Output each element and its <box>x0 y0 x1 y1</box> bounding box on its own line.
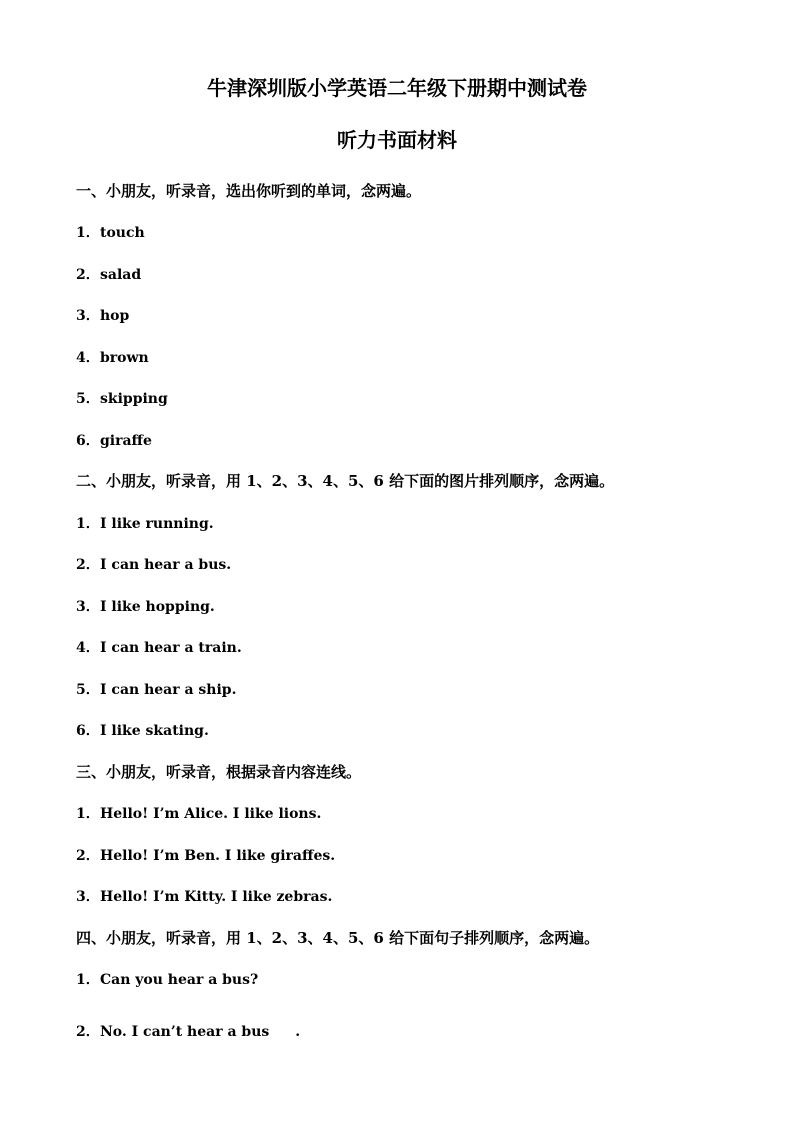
item-number: 3． <box>76 308 100 324</box>
section-4-heading: 四、小朋友，听录音，用 1、2、3、4、5、6 给下面句子排列顺序，念两遍。 <box>76 929 600 947</box>
list-item <box>76 266 141 284</box>
item-text: I can hear a bus. <box>100 557 232 573</box>
item-text: Can you hear a bus? <box>100 972 259 988</box>
item-number: 1． <box>76 806 100 822</box>
list-item <box>76 515 214 533</box>
list-item <box>76 224 145 242</box>
list-item <box>76 1023 300 1041</box>
item-text: touch <box>100 225 145 241</box>
item-number: 2． <box>76 1024 100 1040</box>
item-number: 1． <box>76 225 100 241</box>
item-number: 2． <box>76 848 100 864</box>
item-text: Hello! I’m Alice. I like lions. <box>100 806 322 822</box>
list-item <box>76 556 231 574</box>
section-3-heading: 三、小朋友，听录音，根据录音内容连线。 <box>76 763 362 781</box>
item-number: 3． <box>76 889 100 905</box>
section-2-heading: 二、小朋友，听录音，用 1、2、3、4、5、6 给下面的图片排列顺序，念两遍。 <box>76 472 615 490</box>
item-text: Hello! I’m Ben. I like giraffes. <box>100 848 336 864</box>
list-item <box>76 805 321 823</box>
list-item <box>76 722 209 740</box>
item-number: 5． <box>76 682 100 698</box>
list-item <box>76 307 129 325</box>
item-text: skipping <box>100 391 168 407</box>
list-item <box>76 639 242 657</box>
list-item <box>76 390 168 408</box>
item-text: I like skating. <box>100 723 209 739</box>
item-text: I can hear a ship. <box>100 682 237 698</box>
item-number: 4． <box>76 350 100 366</box>
page-title: 牛津深圳版小学英语二年级下册期中测试卷 <box>207 76 587 100</box>
item-text: No. I can’t hear a bus <box>100 1024 270 1040</box>
item-number: 4． <box>76 640 100 656</box>
item-number: 3． <box>76 599 100 615</box>
item-number: 5． <box>76 391 100 407</box>
item-text: I can hear a train. <box>100 640 242 656</box>
list-item <box>76 598 215 616</box>
list-item <box>76 888 332 906</box>
item-number: 2． <box>76 267 100 283</box>
list-item <box>76 847 335 865</box>
item-number: 1． <box>76 516 100 532</box>
page-subtitle: 听力书面材料 <box>337 128 457 152</box>
item-text: brown <box>100 350 149 366</box>
item-number: 2． <box>76 557 100 573</box>
item-number: 6． <box>76 433 100 449</box>
item-text: I like running. <box>100 516 214 532</box>
item-text: I like hopping. <box>100 599 215 615</box>
list-item <box>76 681 236 699</box>
item-number: 1． <box>76 972 100 988</box>
list-item <box>76 971 258 989</box>
list-item <box>76 432 152 450</box>
section-1-heading: 一、小朋友，听录音，选出你听到的单词，念两遍。 <box>76 182 422 200</box>
item-tail: . <box>295 1024 301 1040</box>
list-item <box>76 349 149 367</box>
item-number: 6． <box>76 723 100 739</box>
item-text: hop <box>100 308 130 324</box>
item-text: giraffe <box>100 433 152 449</box>
item-text: salad <box>100 267 142 283</box>
item-text: Hello! I’m Kitty. I like zebras. <box>100 889 333 905</box>
